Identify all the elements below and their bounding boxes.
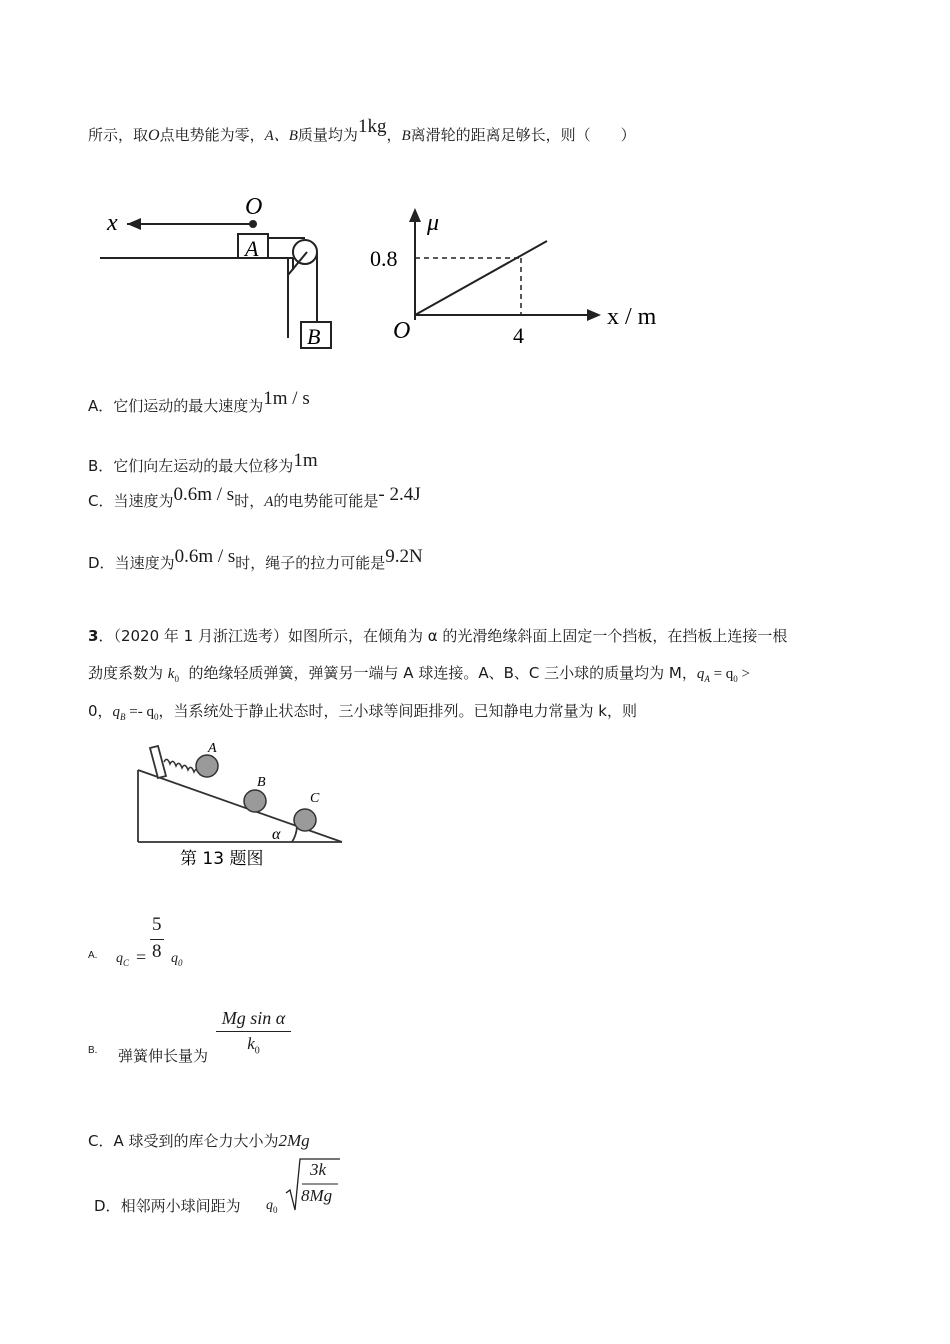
b-label: B: [307, 324, 321, 349]
option-text: 的电势能可能是: [273, 492, 379, 510]
option-letter: D．: [88, 554, 115, 572]
mu-line: [415, 241, 547, 315]
option-text: 它们运动的最大速度为: [113, 397, 264, 415]
q3-line2: [88, 662, 750, 684]
incline-figure: [130, 740, 350, 875]
option-text: 时，绳子的拉力可能是: [235, 554, 386, 572]
k0-symbol: [168, 666, 179, 682]
tension-value: 9.2N: [385, 546, 423, 567]
q2-option-c: [88, 484, 421, 512]
fraction-numerator: 5: [152, 914, 162, 935]
q3-line3: [88, 700, 637, 722]
option-value: 1m: [293, 450, 318, 471]
intro-end: 离滑轮的距离足够长，则（ ）: [410, 126, 636, 144]
option-text: 它们向左运动的最大位移为: [113, 457, 294, 475]
q0-sub: 0: [178, 957, 183, 968]
option-text: 当速度为: [113, 492, 174, 510]
qc-q: q: [116, 951, 123, 966]
qb-eq-text: =- q: [125, 704, 155, 720]
intro-prefix: 所示，取: [88, 126, 149, 144]
qa-eq-sub: 0: [733, 674, 738, 684]
mu-label: μ: [427, 210, 440, 236]
q2-option-b: [88, 450, 318, 477]
option-letter: A．: [88, 397, 114, 415]
q3-option-b-text: 弹簧伸长量为: [118, 1047, 209, 1065]
k0-k: k: [247, 1034, 255, 1053]
k0-sub: 0: [254, 1045, 260, 1057]
point-o: O: [148, 127, 160, 144]
q3-option-b-letter: B.: [88, 1045, 98, 1056]
x-unit-label: x / m: [607, 304, 657, 330]
intro-line: [88, 116, 636, 146]
q3-text: 劲度系数为: [88, 664, 164, 682]
intro-mid2: 质量均为: [297, 126, 358, 144]
option-letter: D．: [94, 1197, 121, 1215]
option-value: 1m / s: [263, 388, 310, 409]
q3-option-c: [88, 1130, 310, 1151]
label-b: B: [257, 775, 266, 790]
angle-arc: [292, 826, 297, 842]
option-text: 时，: [234, 492, 265, 510]
q3-line1: [88, 625, 787, 646]
k0-sub: 0: [174, 674, 179, 684]
tick-4: 4: [513, 323, 524, 348]
fraction-bar: [150, 939, 164, 940]
force-value: 2Mg: [278, 1131, 310, 1150]
qb-q: q: [112, 704, 121, 720]
k0-k: k: [167, 666, 175, 682]
point-o-dot: [249, 220, 257, 228]
pulley-figure: [95, 190, 345, 355]
body-a: A: [264, 494, 274, 510]
qa-gt: >: [737, 666, 751, 682]
qa-sub: A: [704, 674, 710, 684]
q0-sub: 0: [273, 1204, 278, 1215]
speed-value: 0.6m / s: [174, 546, 236, 567]
q3-text: ，当系统处于静止状态时，三小球等间距排列。已知静电力常量为 k，则: [158, 702, 637, 720]
q0-q: q: [171, 951, 178, 966]
fraction-denominator: 8: [152, 941, 162, 962]
fraction-numerator: Mg sin α: [221, 1008, 286, 1028]
ball-a: [196, 755, 218, 777]
qa-eq: [697, 666, 750, 682]
qa-q: q: [696, 666, 705, 682]
q2-option-a: [88, 388, 310, 417]
pulley: [293, 240, 317, 264]
equals-sign: =: [136, 947, 147, 967]
origin-label: O: [393, 318, 411, 344]
incline-surface: [138, 770, 342, 842]
bodies-ab: A、B: [264, 128, 298, 144]
option-letter: C．: [88, 492, 114, 510]
option-text: 相邻两小球间距为: [120, 1197, 241, 1215]
mass-value: 1kg: [357, 116, 387, 137]
figure-caption: 第 13 题图: [180, 849, 264, 869]
fraction-bar: [216, 1031, 291, 1032]
a-label: A: [245, 236, 259, 261]
q0-q: q: [266, 1198, 273, 1213]
q3-text: 的绝缘轻质弹簧，弹簧另一端与 A 球连接。A、B、C 三小球的质量均为 M，: [188, 664, 697, 682]
label-alpha: α: [272, 826, 281, 843]
option-text: A 球受到的库仑力大小为: [113, 1132, 279, 1150]
speed-value: 0.6m / s: [173, 484, 235, 505]
intro-mid1: 点电势能为零，: [159, 126, 265, 144]
q3-text: ．（2020 年 1 月浙江选考）如图所示，在倾角为 α 的光滑绝缘斜面上固定一个挡板，在挡板上连接一根: [98, 627, 788, 645]
label-c: C: [310, 791, 320, 806]
question-number: 3: [88, 627, 99, 645]
label-a: A: [208, 741, 217, 756]
option-letter: B．: [88, 457, 114, 475]
energy-value: - 2.4J: [378, 484, 421, 505]
qb-eq: [113, 704, 159, 720]
o-label: O: [245, 194, 263, 220]
friction-graph: [365, 200, 675, 350]
qa-eq-text: = q: [709, 666, 734, 682]
q3-option-b-fraction: [216, 1008, 291, 1056]
qc-sub: C: [123, 957, 130, 968]
ball-b: [244, 790, 266, 812]
qb-eq-sub: 0: [154, 712, 159, 722]
qb-sub: B: [120, 712, 126, 722]
sqrt-denominator: 8Mg: [301, 1186, 333, 1205]
option-letter: C．: [88, 1132, 114, 1150]
q3-option-d: [94, 1195, 241, 1216]
intro-sep: ，: [386, 126, 402, 144]
x-axis-label: x: [107, 210, 118, 236]
body-b: B: [401, 128, 411, 144]
ball-c: [294, 809, 316, 831]
tick-08: 0.8: [370, 246, 398, 271]
option-text: 当速度为: [114, 554, 175, 572]
q3-option-d-q0: [266, 1198, 278, 1215]
q3-text: 0，: [88, 702, 113, 720]
sqrt-numerator: 3k: [310, 1160, 327, 1179]
baffle: [150, 746, 166, 778]
q3-option-a-letter: A.: [88, 950, 98, 961]
q2-option-d: [88, 546, 423, 574]
